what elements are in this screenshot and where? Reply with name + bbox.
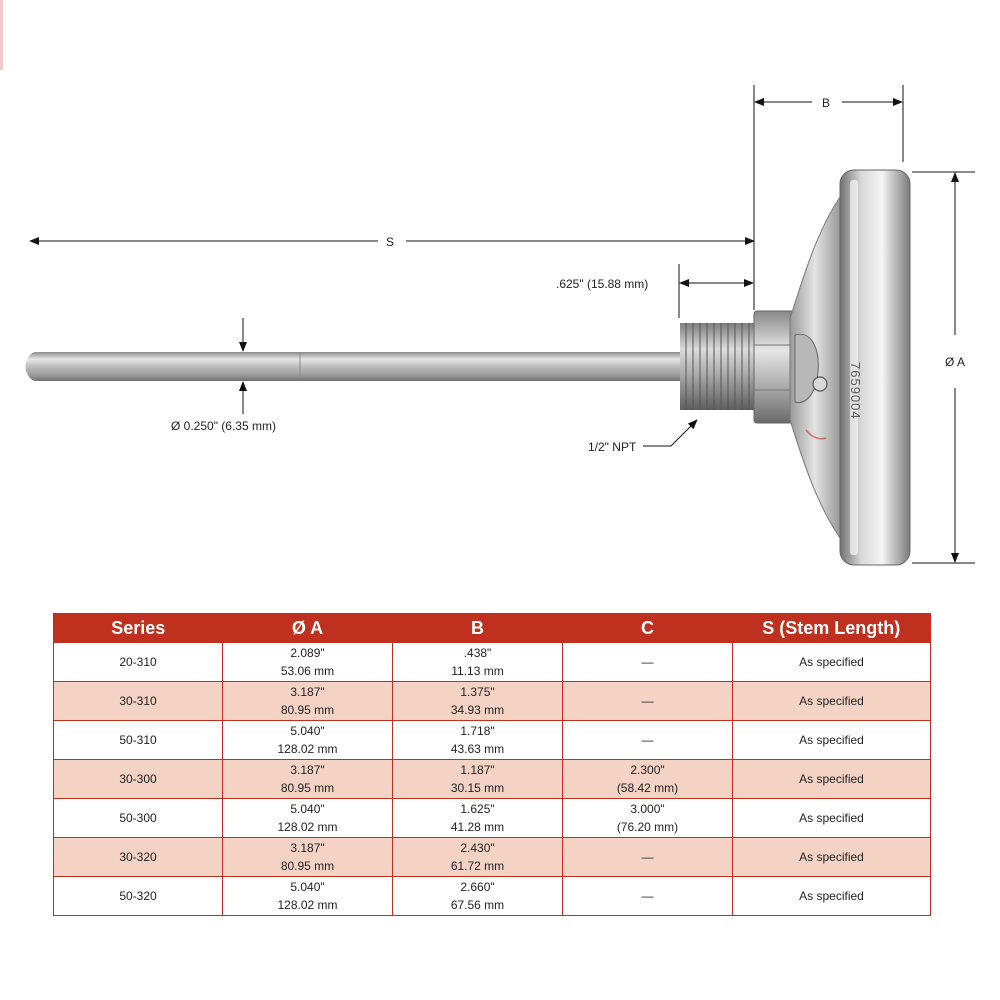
- cell-series: 30-300: [54, 760, 223, 799]
- cell-s: As specified: [733, 838, 931, 877]
- header-a: Ø A: [223, 614, 393, 643]
- dial-body: [790, 190, 845, 545]
- cell-b: 1.187" 30.15 mm: [393, 760, 563, 799]
- cell-c: 3.000" (76.20 mm): [563, 799, 733, 838]
- table-row: [54, 682, 931, 721]
- stem: [26, 352, 689, 381]
- table-header-row: [54, 614, 931, 643]
- cell-a: 5.040" 128.02 mm: [223, 799, 393, 838]
- table-row: [54, 838, 931, 877]
- table-row: [54, 760, 931, 799]
- cell-series: 50-300: [119, 811, 157, 825]
- header-b: B: [393, 614, 563, 643]
- cell-b: 1.625" 41.28 mm: [393, 799, 563, 838]
- cell-c: —: [563, 682, 733, 721]
- table-row: [54, 721, 931, 760]
- cell-c: 2.300" (58.42 mm): [563, 760, 733, 799]
- spec-table: [53, 613, 931, 916]
- label-a: Ø A: [945, 355, 966, 369]
- label-stem-diameter: Ø 0.250" (6.35 mm): [171, 419, 276, 433]
- cell-a: 2.089" 53.06 mm: [223, 643, 393, 682]
- label-s: S: [386, 235, 395, 249]
- dial-serial: 7659004: [848, 362, 863, 420]
- cell-a: 3.187" 80.95 mm: [223, 682, 393, 721]
- cell-a: 5.040" 128.02 mm: [223, 721, 393, 760]
- cell-series: 50-320: [119, 889, 157, 903]
- cell-b: 2.430" 61.72 mm: [393, 838, 563, 877]
- header-s: S (Stem Length): [733, 614, 931, 643]
- table-row: [54, 643, 931, 682]
- cell-a: 5.040" 128.02 mm: [223, 877, 393, 916]
- cell-c: —: [563, 838, 733, 877]
- cell-s: As specified: [733, 799, 931, 838]
- cell-s: As specified: [733, 682, 931, 721]
- cell-series: 30-310: [54, 682, 223, 721]
- table-row: [54, 799, 931, 838]
- cell-series: 20-310: [119, 655, 157, 669]
- cell-c: —: [563, 721, 733, 760]
- cell-s: As specified: [733, 877, 931, 916]
- header-c: C: [563, 614, 733, 643]
- cell-s: As specified: [733, 760, 931, 799]
- cell-a: 3.187" 80.95 mm: [223, 838, 393, 877]
- cell-b: 1.718" 43.63 mm: [393, 721, 563, 760]
- cell-b: 2.660" 67.56 mm: [393, 877, 563, 916]
- cell-series: 30-320: [54, 838, 223, 877]
- cell-a: 3.187" 80.95 mm: [223, 760, 393, 799]
- table-row: [54, 877, 931, 916]
- label-npt: 1/2" NPT: [588, 440, 637, 454]
- cell-b: 1.375" 34.93 mm: [393, 682, 563, 721]
- cell-series: 50-310: [119, 733, 157, 747]
- cell-c: —: [563, 643, 733, 682]
- cell-c: —: [563, 877, 733, 916]
- threaded-fitting: [680, 323, 756, 410]
- cell-s: As specified: [733, 721, 931, 760]
- label-thread-length: .625" (15.88 mm): [556, 277, 649, 291]
- label-b: B: [822, 96, 831, 110]
- cell-s: As specified: [733, 643, 931, 682]
- header-series: Series: [54, 614, 223, 643]
- cell-b: .438" 11.13 mm: [393, 643, 563, 682]
